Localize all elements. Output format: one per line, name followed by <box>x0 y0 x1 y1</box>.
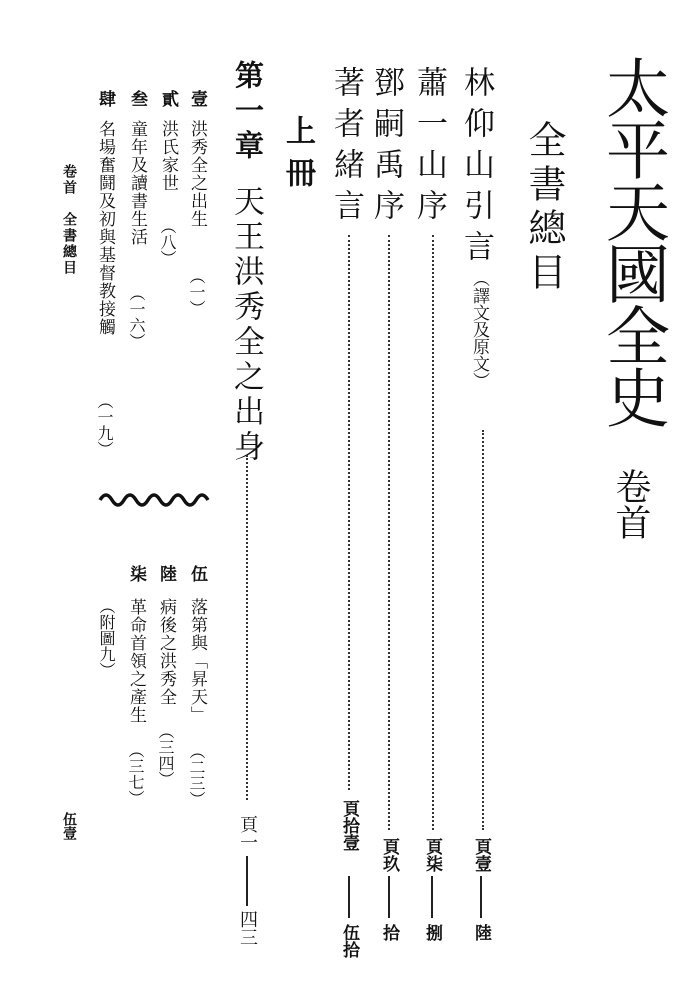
section-num-6: 陸 <box>156 565 176 582</box>
section-page-3: （一六） <box>127 285 146 349</box>
section-page-2: （八） <box>158 218 177 266</box>
section-num-1: 壹 <box>187 90 207 107</box>
chapter-title: 天王洪秀全之出身 <box>228 185 264 465</box>
book-title: 太平天國全史 <box>595 55 669 427</box>
section-page-4: （一九） <box>95 393 114 457</box>
leader-dots <box>348 235 350 790</box>
section-page-7: （三七） <box>126 742 145 806</box>
preface-page-end-1: 陸 <box>471 924 491 941</box>
preface-page-4: 頁拾壹 <box>339 800 359 851</box>
preface-page-2: 頁柒 <box>422 838 442 872</box>
volume-label: 卷首 <box>610 468 651 540</box>
section-num-2: 貳 <box>158 90 178 107</box>
leader-dots <box>432 235 434 830</box>
section-title-6: 病後之洪秀全 <box>156 598 176 706</box>
section-title-4: 名場奮鬪及初與基督教接觸 <box>95 120 115 336</box>
leader-dots <box>246 455 248 800</box>
leader-dots <box>388 235 390 830</box>
leader-dots <box>482 430 484 830</box>
preface-title-3: 鄧嗣禹序 <box>368 66 404 230</box>
preface-title-2: 蕭一山序 <box>411 66 447 230</box>
preface-page-end-3: 拾 <box>379 924 399 941</box>
range-dash <box>480 876 482 918</box>
section-page-1: （一） <box>187 268 206 316</box>
section-title-2: 洪氏家世 <box>158 120 178 192</box>
section-page-6: （三四） <box>156 723 175 787</box>
section-title-1: 洪秀全之出生 <box>187 120 207 228</box>
section-title-3: 童年及讀書生活 <box>127 120 147 246</box>
preface-page-1: 頁壹 <box>471 838 491 872</box>
preface-title-4: 著者緒言 <box>328 66 364 230</box>
section-num-3: 叁 <box>127 90 147 107</box>
preface-page-end-2: 捌 <box>422 924 442 941</box>
page-number: 伍壹 <box>61 812 77 840</box>
chapter-number: 第一章 <box>231 60 265 165</box>
preface-page-end-4: 伍拾 <box>339 924 359 958</box>
section-title-7: 革命首領之產生 <box>126 598 146 724</box>
range-dash <box>246 856 248 906</box>
section-num-5: 伍 <box>187 565 207 582</box>
wavy-divider <box>98 488 210 512</box>
chapter-page: 頁一 <box>237 815 258 851</box>
preface-page-3: 頁玖 <box>379 838 399 872</box>
section-num-4: 肆 <box>95 90 115 107</box>
section-page-5: （二三） <box>187 743 206 807</box>
section-num-7: 柒 <box>126 565 146 582</box>
preface-note-1: （譯文及原文） <box>469 270 489 389</box>
toc-subtitle: 全書總目 <box>522 120 566 296</box>
preface-title-1: 林仰山引言 <box>458 66 494 271</box>
range-dash <box>348 876 350 918</box>
volume-heading: 上冊 <box>280 115 315 199</box>
running-head: 卷首 全書總目 <box>61 164 77 276</box>
section-title-5: 落第與「昇天」 <box>187 598 207 724</box>
section-page-8: （附圖九） <box>97 598 116 678</box>
range-dash <box>431 876 433 918</box>
chapter-page-end: 四三 <box>237 910 258 946</box>
range-dash <box>388 876 390 918</box>
